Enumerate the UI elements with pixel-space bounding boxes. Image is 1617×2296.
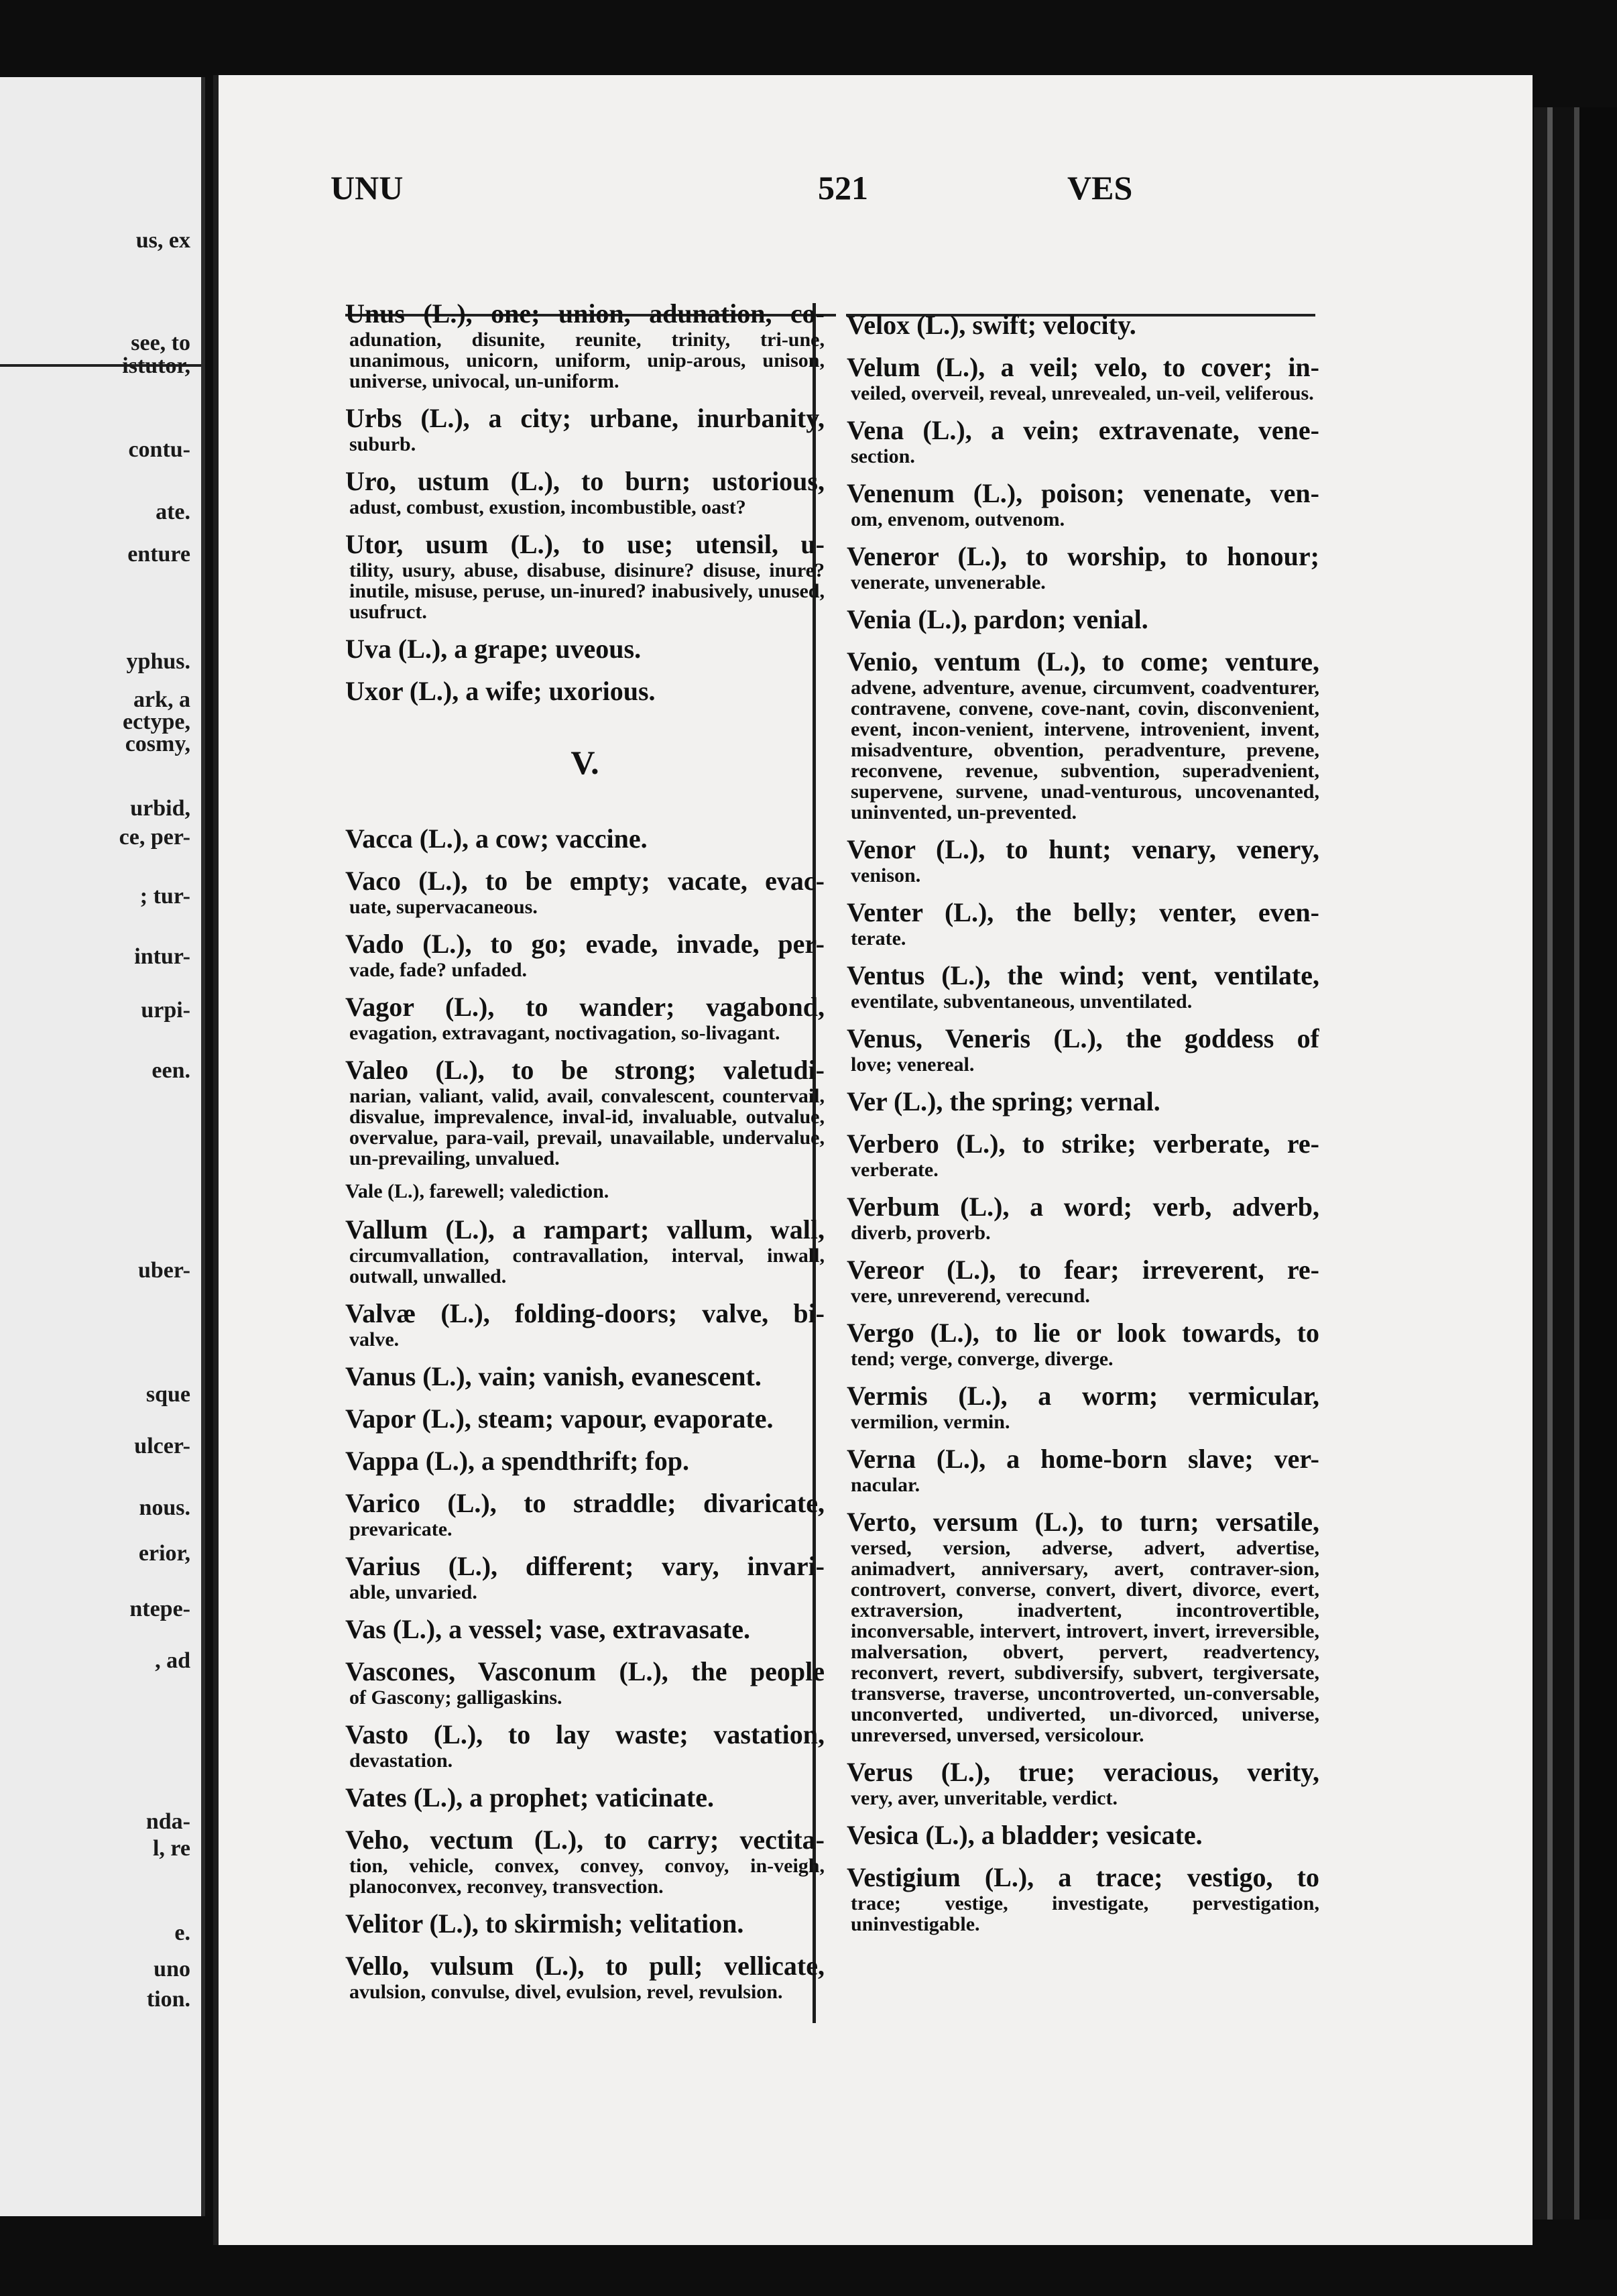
entry-derivatives: verberate. [851,1159,939,1181]
entry-derivatives: circumvallation, contravallation, interval, inwall, outwall, unwalled. [349,1245,825,1287]
previous-page-fragment: intur- [134,944,190,969]
entry-headword-line: Valvæ (L.), folding-doors; valve, bi- [345,1298,825,1328]
dictionary-entry [345,1488,825,1540]
running-head-left: UNU [331,169,404,207]
entry-derivatives: advene, adventure, avenue, circumvent, coadventurer, contravene, convene, cove-nant, covin, disconvenient, event, incon-venient, intervene, introvenient, invent, misadventure, obvention, peradventure, prevene, reconvene, revenue, subvention, superadvenient, supervene, survene, unad-venturous, uncovenanted, uninvented, un-prevented. [851,677,1319,823]
previous-page-fragment: uber- [137,1258,190,1283]
entry-headword-line: Vacca (L.), a cow; vaccine. [345,823,648,854]
entry-headword-line: Varius (L.), different; vary, invari- [345,1551,825,1581]
dictionary-entry [345,529,825,622]
previous-page-fragment: see, to [131,331,190,355]
dictionary-entry [345,929,825,980]
entry-derivatives: avulsion, convulse, divel, evulsion, revel, revulsion. [349,1981,783,2003]
previous-page-fragment: cosmy, [125,732,190,756]
previous-page-fragment: istutor, [122,353,190,378]
entry-headword-line: Vapor (L.), steam; vapour, evaporate. [345,1403,774,1434]
previous-page-fragment: sque [145,1382,190,1407]
entry-derivatives: om, envenom, outvenom. [851,508,1065,530]
entry-headword-line: Ver (L.), the spring; vernal. [847,1086,1160,1116]
entry-derivatives: vere, unreverend, verecund. [851,1285,1090,1307]
entry-headword-line: Ventus (L.), the wind; vent, ventilate, [847,960,1319,990]
entry-headword-line: Vermis (L.), a worm; vermicular, [847,1381,1319,1411]
dictionary-entry [345,466,825,518]
entry-headword-line: Venia (L.), pardon; venial. [847,604,1148,634]
previous-page-edge [0,77,205,2216]
entry-derivatives: vade, fade? unfaded. [349,959,528,981]
entry-derivatives: venerate, unvenerable. [851,571,1046,593]
previous-page-fragment: nda- [145,1809,190,1834]
entry-derivatives: section. [851,445,915,467]
dictionary-entry [847,1086,1319,1117]
dictionary-entry [345,1551,825,1603]
dictionary-entry [345,1951,825,2002]
dictionary-entry [847,604,1319,635]
entry-headword-line: Verbum (L.), a word; verb, adverb, [847,1192,1319,1222]
previous-page-fragment: l, re [152,1836,190,1861]
entry-headword-line: Verna (L.), a home-born slave; ver- [847,1444,1319,1474]
entry-derivatives: diverb, proverb. [851,1222,991,1244]
entry-derivatives: venison. [851,864,921,886]
dictionary-entry [847,1862,1319,1935]
previous-page-fragment: erior, [138,1541,190,1566]
entry-derivatives: terate. [851,927,906,950]
entry-headword-line: Verus (L.), true; veracious, verity, [847,1757,1319,1787]
entry-derivatives: suburb. [349,433,416,455]
dictionary-entry [345,823,825,854]
entry-headword-line: Valeo (L.), to be strong; valetudi- [345,1055,825,1085]
entry-derivatives: nacular. [851,1474,920,1496]
dictionary-entry [847,646,1319,823]
previous-page-fragment: , ad [155,1648,190,1673]
dictionary-entry [847,352,1319,404]
entry-derivatives: evagation, extravagant, noctivagation, so-livagant. [349,1022,780,1044]
dictionary-entry [345,992,825,1043]
dictionary-entry [345,298,825,392]
entry-headword-line: Urbs (L.), a city; urbane, inurbanity, [345,403,825,433]
entry-headword-line: Velox (L.), swift; velocity. [847,310,1136,340]
entry-headword-line: Vappa (L.), a spendthrift; fop. [345,1446,690,1476]
dictionary-entry [847,897,1319,949]
dictionary-entry [847,1192,1319,1243]
entry-derivatives: adunation, disunite, reunite, trinity, tri-une, unanimous, unicorn, uniform, unip-arous, unison, universe, univocal, un-uniform. [349,329,825,392]
entry-headword-line: Vena (L.), a vein; extravenate, vene- [847,415,1319,445]
previous-page-fragment: ce, per- [119,825,190,850]
right-column [847,310,1319,1946]
left-column [345,298,825,2014]
previous-page-fragment: een. [152,1058,190,1083]
dictionary-entry [847,1318,1319,1369]
page-number: 521 [818,169,868,207]
entry-headword-line: Vestigium (L.), a trace; vestigo, to [847,1862,1319,1892]
entry-derivatives: tility, usury, abuse, disabuse, disinure? disuse, inure? inutile, misuse, peruse, un-inured? inabusively, unused, usufruct. [349,559,825,623]
entry-headword-line: Verto, versum (L.), to turn; versatile, [847,1507,1319,1537]
dictionary-entry [345,1180,825,1203]
entry-headword-line: Vergo (L.), to lie or look towards, to [847,1318,1319,1348]
dictionary-entry [847,1023,1319,1075]
entry-derivatives: of Gascony; galligaskins. [349,1686,562,1709]
dictionary-entry [847,960,1319,1012]
entry-derivatives: tend; verge, converge, diverge. [851,1348,1114,1370]
dictionary-entry [345,634,825,665]
dictionary-entry [345,1825,825,1897]
previous-page-fragment: enture [127,542,190,567]
dictionary-entry [847,1444,1319,1495]
dictionary-entry [345,1719,825,1771]
dictionary-entry [345,1908,825,1939]
entry-headword-line: Uro, ustum (L.), to burn; ustorious, [345,466,825,496]
entry-derivatives: adust, combust, exustion, incombustible, oast? [349,496,746,518]
dictionary-entry [345,1361,825,1392]
entry-headword-line: Vas (L.), a vessel; vase, extravasate. [345,1614,750,1644]
entry-derivatives: devastation. [349,1749,453,1772]
entry-derivatives: narian, valiant, valid, avail, convalescent, countervail, disvalue, imprevalence, inval-id, invaluable, outvalue, overvalue, para-vail, prevail, unavailable, undervalue, un-prevailing, unvalued. [349,1085,825,1169]
entry-headword-line: Uva (L.), a grape; uveous. [345,634,642,664]
entry-derivatives: love; venereal. [851,1053,975,1076]
dictionary-entry [847,1757,1319,1809]
entry-headword-line: Vado (L.), to go; evade, invade, per- [345,929,825,959]
entry-headword-line: Velitor (L.), to skirmish; velitation. [345,1908,744,1939]
entry-derivatives: tion, vehicle, convex, convey, convoy, in-veigh, planoconvex, reconvey, transvection. [349,1855,825,1898]
entry-headword-line: Vello, vulsum (L.), to pull; vellicate, [345,1951,825,1981]
dictionary-entry [345,1446,825,1477]
previous-page-fragment: uno [154,1957,190,1982]
book-gutter [1534,107,1617,2220]
previous-page-fragment: ectype, [122,709,190,734]
dictionary-entry [345,403,825,455]
section-heading: V. [571,744,599,781]
dictionary-entry [345,1055,825,1169]
dictionary-entry [847,310,1319,341]
dictionary-entry [847,1255,1319,1306]
previous-page-fragment: urpi- [141,998,190,1023]
dictionary-entry [345,1403,825,1434]
entry-derivatives: vermilion, vermin. [851,1411,1010,1433]
entry-headword-line: Varico (L.), to straddle; divaricate, [345,1488,825,1518]
entry-headword-line: Vale (L.), farewell; valediction. [345,1180,609,1202]
entry-derivatives: uate, supervacaneous. [349,896,538,918]
entry-headword-line: Vereor (L.), to fear; irreverent, re- [847,1255,1319,1285]
entry-headword-line: Venenum (L.), poison; venenate, ven- [847,478,1319,508]
entry-headword-line: Venus, Veneris (L.), the goddess of [847,1023,1319,1053]
entry-headword-line: Unus (L.), one; union, adunation, co- [345,298,825,329]
dictionary-entry [345,1782,825,1813]
dictionary-entry [345,866,825,917]
dictionary-entry [847,478,1319,530]
entry-derivatives: very, aver, unveritable, verdict. [851,1787,1118,1809]
previous-page-fragment: contu- [128,437,190,462]
entry-headword-line: Venio, ventum (L.), to come; venture, [847,646,1319,677]
previous-page-fragment: ; tur- [139,884,190,909]
entry-derivatives: trace; vestige, investigate, pervestigation, uninvestigable. [851,1892,1319,1935]
entry-headword-line: Vascones, Vasconum (L.), the people [345,1656,825,1686]
entry-derivatives: valve. [349,1328,400,1351]
dictionary-entry [345,1298,825,1350]
entry-headword-line: Vanus (L.), vain; vanish, evanescent. [345,1361,762,1391]
dictionary-entry [345,1214,825,1287]
previous-page-fragment: urbid, [130,796,190,821]
entry-headword-line: Veneror (L.), to worship, to honour; [847,541,1319,571]
dictionary-entry [847,415,1319,467]
previous-page-fragment: ntepe- [129,1597,190,1621]
previous-page-fragment: e. [174,1920,190,1945]
entry-headword-line: Vates (L.), a prophet; vaticinate. [345,1782,714,1813]
previous-page-fragment: ulcer- [134,1434,190,1458]
dictionary-entry [847,1129,1319,1180]
entry-derivatives: able, unvaried. [349,1581,477,1603]
entry-headword-line: Vasto (L.), to lay waste; vastation, [345,1719,825,1749]
dictionary-entry [345,1656,825,1708]
previous-page-fragment: ate. [156,500,190,524]
entry-headword-line: Venor (L.), to hunt; venary, venery, [847,834,1319,864]
entry-headword-line: Uxor (L.), a wife; uxorious. [345,676,656,706]
dictionary-entry [345,1614,825,1645]
running-head-right: VES [1067,169,1133,207]
previous-page-fragment: tion. [146,1987,190,2012]
entry-derivatives: veiled, overveil, reveal, unrevealed, un-veil, veliferous. [851,382,1314,404]
entry-derivatives: prevaricate. [349,1518,453,1540]
entry-headword-line: Vesica (L.), a bladder; vesicate. [847,1820,1203,1850]
dictionary-entry [847,1381,1319,1432]
entry-headword-line: Vallum (L.), a rampart; vallum, wall, [345,1214,825,1245]
dictionary-entry [345,676,825,707]
entry-headword-line: Velum (L.), a veil; velo, to cover; in- [847,352,1319,382]
entry-headword-line: Verbero (L.), to strike; verberate, re- [847,1129,1319,1159]
dictionary-entry [847,541,1319,593]
entry-headword-line: Veho, vectum (L.), to carry; vectita- [345,1825,825,1855]
previous-page-fragment: ark, a [133,687,190,712]
entry-headword-line: Utor, usum (L.), to use; utensil, u- [345,529,825,559]
entry-headword-line: Vagor (L.), to wander; vagabond, [345,992,825,1022]
dictionary-entry [847,834,1319,886]
entry-derivatives: versed, version, adverse, advert, advertise, animadvert, anniversary, avert, contraver-sion, controvert, converse, convert, divert, divorce, evert, extraversion, inadvertent, incontrovertible, inconversable, intervert, introvert, invert, irreversible, malversation, obvert, pervert, readvertency, reconvert, revert, subdiversify, subvert, tergiversate, transverse, traverse, uncontroverted, un-conversable, unconverted, undiverted, un-divorced, universe, unreversed, unversed, versicolour. [851,1537,1319,1746]
dictionary-entry [847,1507,1319,1745]
entry-headword-line: Vaco (L.), to be empty; vacate, evac- [345,866,825,896]
previous-page-fragment: nous. [139,1495,190,1520]
previous-page-fragment: us, ex [135,228,190,253]
previous-page-fragment: yphus. [126,649,190,674]
entry-derivatives: eventilate, subventaneous, unventilated. [851,990,1193,1013]
dictionary-entry [847,1820,1319,1851]
entry-headword-line: Venter (L.), the belly; venter, even- [847,897,1319,927]
